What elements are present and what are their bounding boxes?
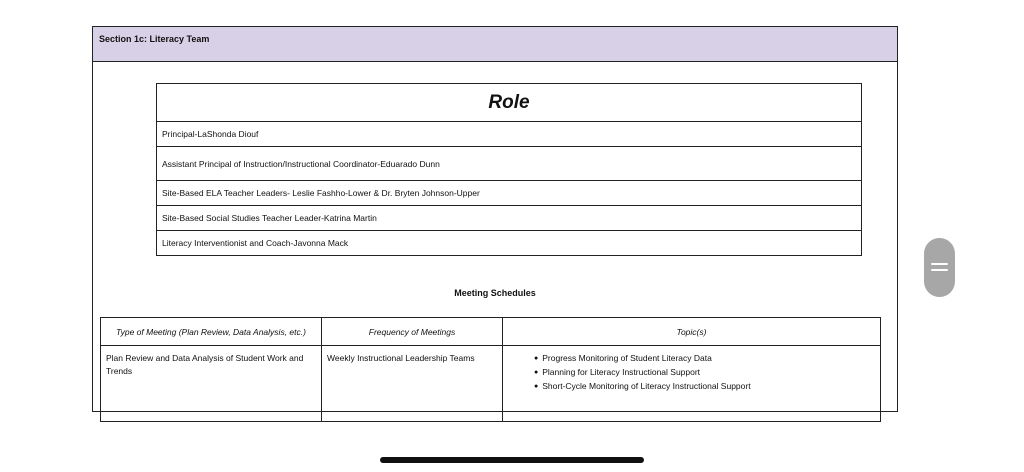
side-drag-handle[interactable] [924,238,955,297]
role-row: Site-Based ELA Teacher Leaders- Leslie Fashho-Lower & Dr. Bryten Johnson-Upper [157,181,862,206]
meeting-topics-cell [503,346,881,422]
section-header: Section 1c: Literacy Team [93,27,897,62]
role-row: Assistant Principal of Instruction/Instructional Coordinator-Eduarado Dunn [157,147,862,181]
list-item: ● Planning for Literacy Instructional Support [534,366,875,380]
column-header-type: Type of Meeting (Plan Review, Data Analysis, etc.) [101,318,322,346]
role-table [156,83,862,256]
drag-handle-icon [931,269,948,271]
table-row [101,346,881,422]
column-header-topics: Topic(s) [503,318,881,346]
meeting-table [100,317,881,422]
document-page [92,26,898,412]
role-table-header: Role [157,84,862,122]
list-item: ● Progress Monitoring of Student Literacy Data [534,352,875,366]
role-row: Principal-LaShonda Diouf [157,122,862,147]
topics-list [508,352,875,394]
meeting-schedules-title: Meeting Schedules [454,288,536,298]
home-indicator[interactable] [380,457,644,463]
role-row: Site-Based Social Studies Teacher Leader-Katrina Martin [157,206,862,231]
drag-handle-icon [931,263,948,265]
list-item: ● Short-Cycle Monitoring of Literacy Instructional Support [534,380,875,394]
role-row: Literacy Interventionist and Coach-Javonna Mack [157,231,862,256]
meeting-type-cell: Plan Review and Data Analysis of Student Work and Trends [101,346,322,422]
meeting-frequency-cell: Weekly Instructional Leadership Teams [322,346,503,422]
column-header-frequency: Frequency of Meetings [322,318,503,346]
